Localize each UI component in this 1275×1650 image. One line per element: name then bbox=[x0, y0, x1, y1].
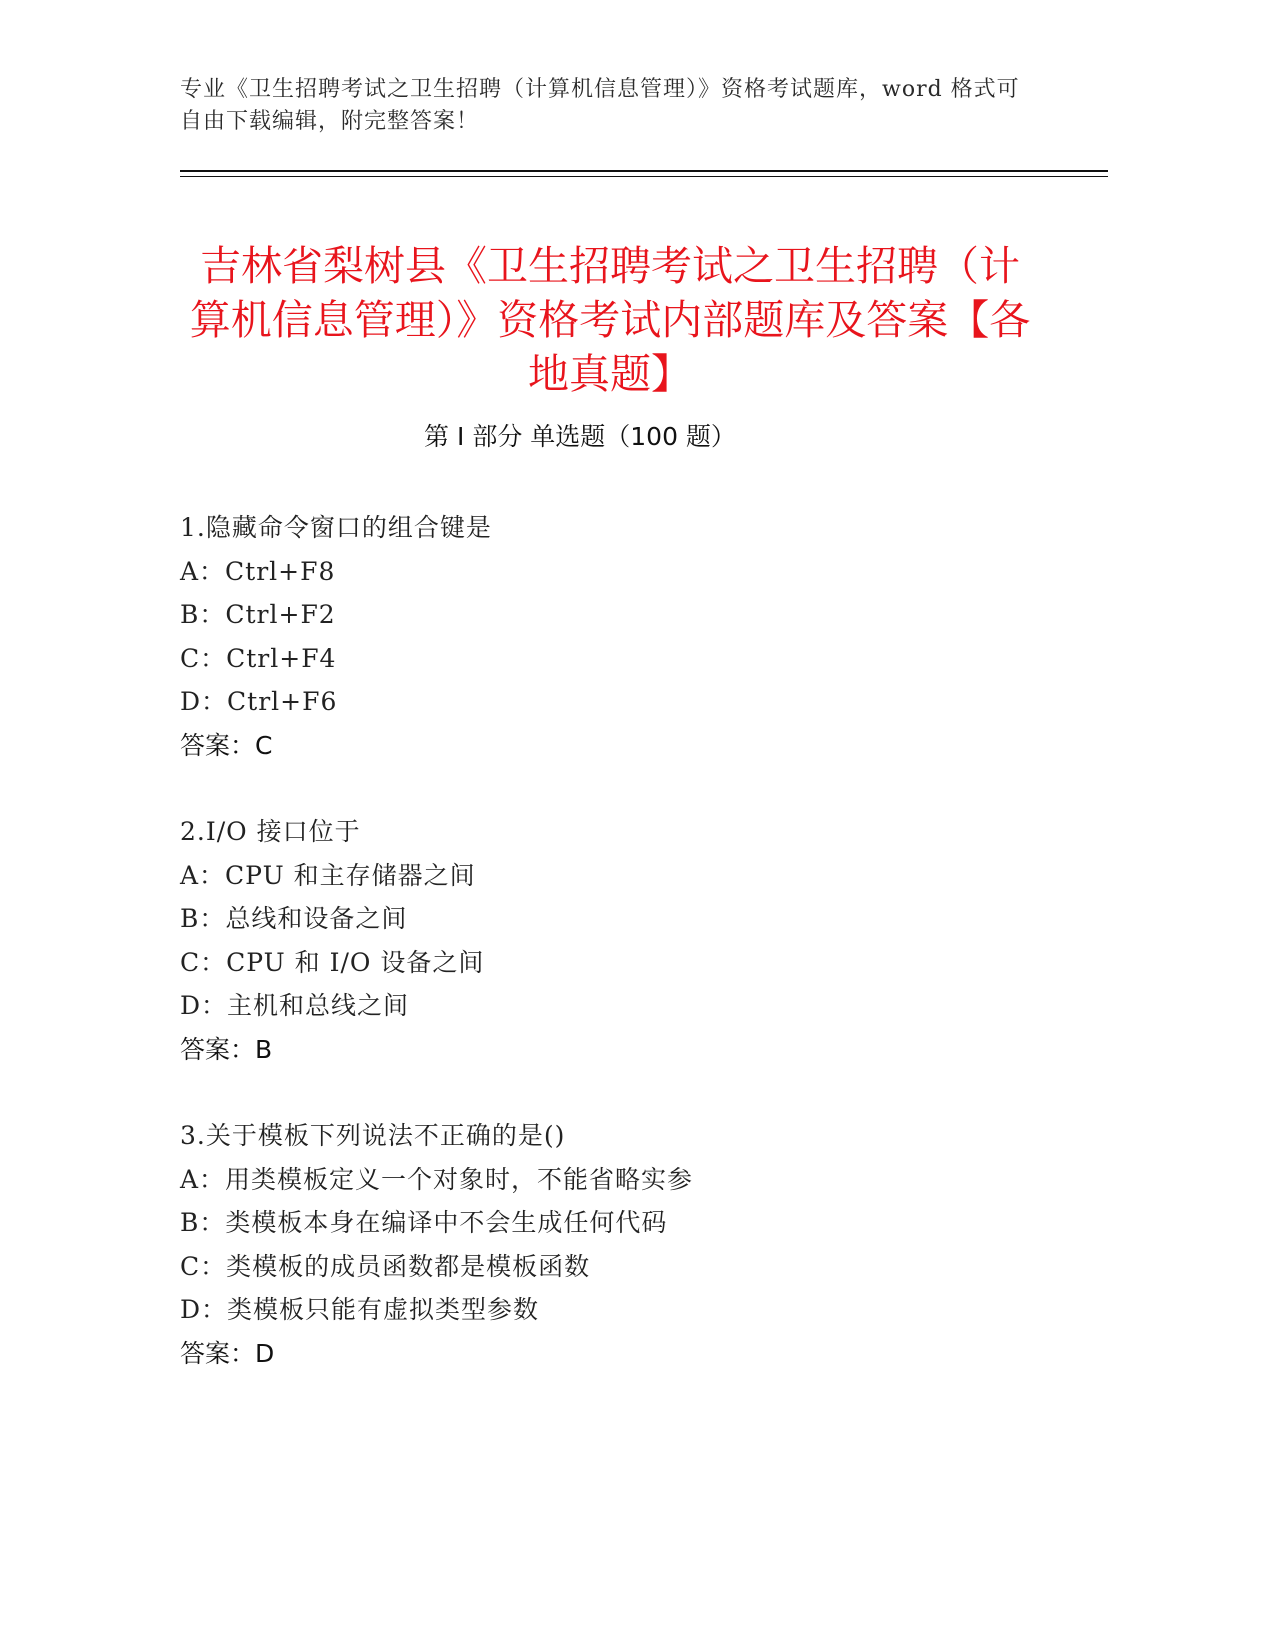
option-c: C：CPU 和 I/O 设备之间 bbox=[180, 947, 485, 977]
question-stem: 3.关于模板下列说法不正确的是() bbox=[180, 1121, 566, 1150]
option-b: B：Ctrl+F2 bbox=[180, 600, 336, 629]
option-b: B：类模板本身在编译中不会生成任何代码 bbox=[180, 1208, 668, 1237]
document-title: 吉林省梨树县《卫生招聘考试之卫生招聘（计算机信息管理）》资格考试内部题库及答案【各地真题】 bbox=[189, 242, 1031, 399]
answer: 答案：B bbox=[180, 1034, 273, 1064]
option-d: D：Ctrl+F6 bbox=[180, 687, 338, 716]
answer: 答案：C bbox=[180, 730, 273, 760]
question-2 bbox=[180, 810, 1080, 1071]
option-d: D：主机和总线之间 bbox=[180, 991, 410, 1020]
option-a: A：CPU 和主存储器之间 bbox=[180, 860, 476, 890]
option-a: A：Ctrl+F8 bbox=[180, 556, 336, 586]
option-b: B：总线和设备之间 bbox=[180, 904, 408, 933]
option-c: C：类模板的成员函数都是模板函数 bbox=[180, 1251, 591, 1281]
answer: 答案：D bbox=[180, 1338, 275, 1368]
question-stem: 2.I/O 接口位于 bbox=[180, 817, 361, 846]
section-title: 第 I 部分 单选题（100 题） bbox=[424, 422, 736, 451]
header-divider-thick bbox=[180, 170, 1108, 172]
option-a: A：用类模板定义一个对象时，不能省略实参 bbox=[180, 1164, 694, 1194]
option-c: C：Ctrl+F4 bbox=[180, 643, 337, 673]
question-1 bbox=[180, 506, 1080, 767]
question-list bbox=[180, 506, 1080, 1418]
option-d: D：类模板只能有虚拟类型参数 bbox=[180, 1295, 540, 1324]
header-divider-thin bbox=[180, 176, 1108, 177]
question-3 bbox=[180, 1114, 1080, 1375]
header-note: 专业《卫生招聘考试之卫生招聘（计算机信息管理）》资格考试题库，word 格式可自由下载编辑，附完整答案！ bbox=[180, 77, 1020, 134]
question-stem: 1.隐藏命令窗口的组合键是 bbox=[180, 513, 492, 542]
